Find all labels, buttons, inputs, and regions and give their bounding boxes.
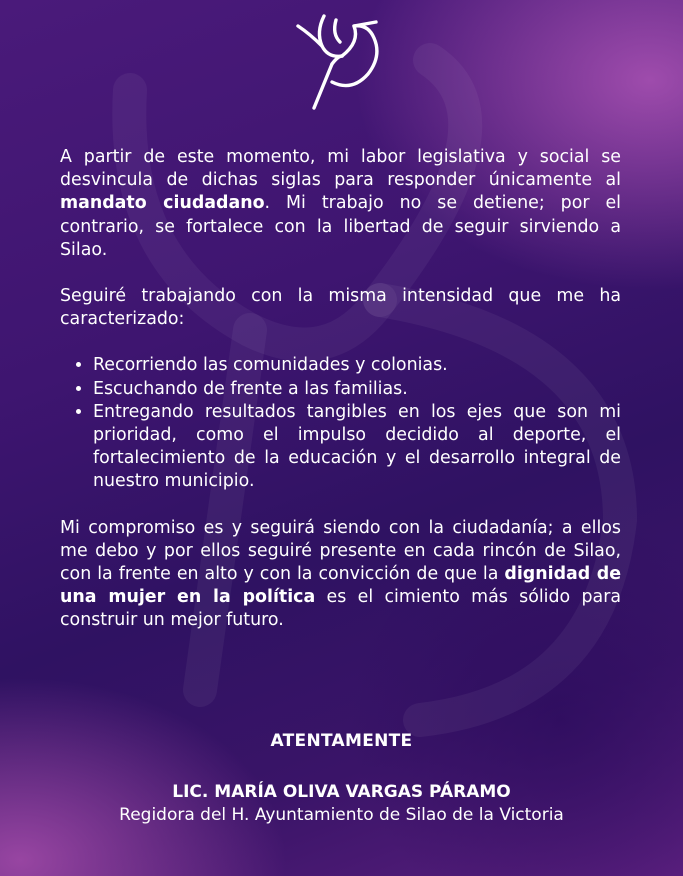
signer-role: Regidora del H. Ayuntamiento de Silao de la Victoria <box>119 805 564 825</box>
list-item: • Recorriendo las comunidades y colonias. <box>93 354 621 377</box>
paragraph-3: Mi compromiso es y seguirá siendo con la ciudadanía; a ellos me debo y por ellos seguiré presente en cada rincón de Silao, con la frente en alto y con la convicción de que la dignidad de una mujer en la política es el cimiento más sólido para construir un mejor futuro. <box>60 517 621 631</box>
paragraph-2: Seguiré trabajando con la misma intensidad que me ha caracterizado: <box>60 286 621 330</box>
paragraph-1: A partir de este momento, mi labor legislativa y social se desvincula de dichas siglas para responder únicamente al mandato ciudadano. Mi trabajo no se detiene; por el contrario, se fortalece con la libertad de seguir sirviendo a Silao. <box>60 147 621 260</box>
signer-name: LIC. MARÍA OLIVA VARGAS PÁRAMO <box>172 782 511 802</box>
closing-line: ATENTAMENTE <box>270 731 413 751</box>
list-item: • Entregando resultados tangibles en los ejes que son mi prioridad, como el impulso decidido al deporte, el fortalecimiento de la educación y el desarrollo integral de nuestro municipio. <box>93 401 621 494</box>
commitments-list <box>60 354 621 493</box>
bold-phrase-dignidad: dignidad de una mujer en la política <box>60 564 621 608</box>
letter-body <box>60 146 621 656</box>
list-item: • Escuchando de frente a las familias. <box>93 378 621 401</box>
hummingbird-logo-icon <box>296 12 382 110</box>
bold-phrase-mandato: mandato ciudadano <box>60 193 265 214</box>
signature-block <box>0 731 683 825</box>
